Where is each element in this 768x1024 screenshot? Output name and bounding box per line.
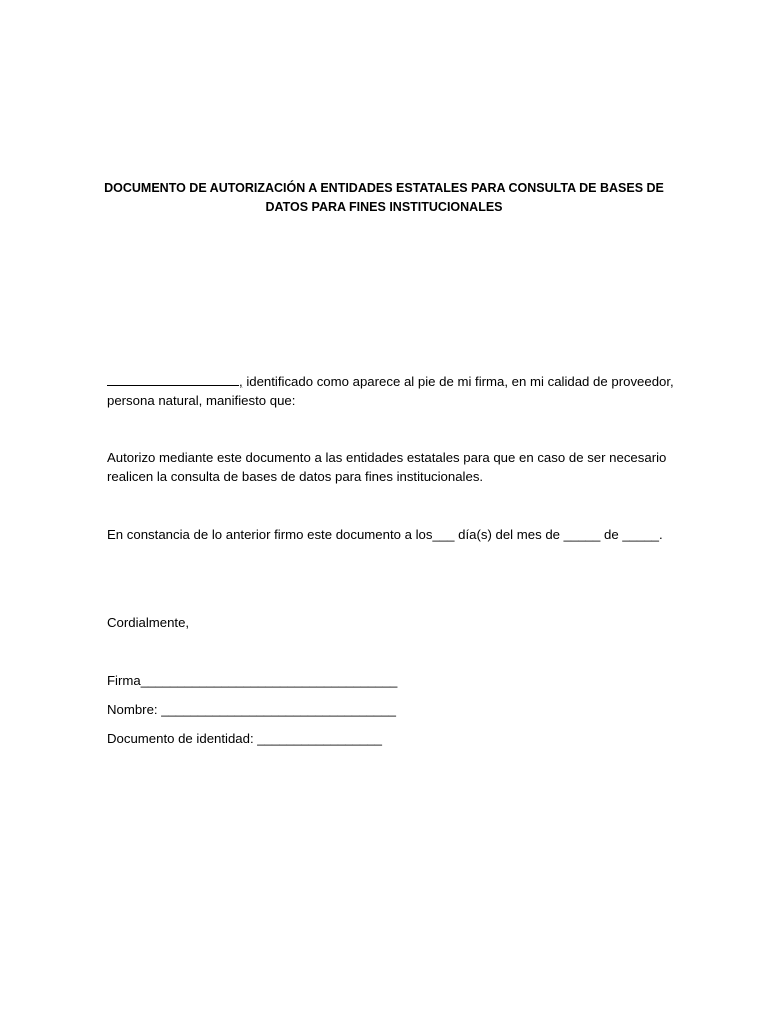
constancia-line: En constancia de lo anterior firmo este documento a los___ día(s) del mes de _____ de _____. — [107, 527, 663, 542]
intro-line-1-text: identificado como aparece al pie de mi firma, en mi calidad de proveedor, — [242, 374, 674, 389]
firma-line: Firma___________________________________ — [107, 673, 398, 688]
name-field — [107, 700, 687, 719]
name-blank — [107, 372, 239, 386]
constancia-paragraph — [107, 525, 687, 544]
intro-line-1 — [107, 372, 687, 391]
authorization-line-2: realicen la consulta de bases de datos para fines institucionales. — [107, 469, 484, 484]
document-title — [100, 179, 668, 217]
authorization-paragraph — [107, 448, 687, 486]
intro-line-2: persona natural, manifiesto que: — [107, 393, 296, 408]
id-document-field — [107, 729, 687, 748]
title-line-1: DOCUMENTO DE AUTORIZACIÓN A ENTIDADES ESTATALES PARA CONSULTA DE BASES DE — [104, 181, 664, 195]
intro-paragraph — [107, 372, 687, 410]
signature-field — [107, 671, 687, 690]
closing-text — [107, 613, 687, 632]
closing-line: Cordialmente, — [107, 615, 190, 630]
authorization-line-1: Autorizo mediante este documento a las entidades estatales para que en caso de ser necesario — [107, 450, 667, 465]
nombre-line: Nombre: ________________________________ — [107, 702, 396, 717]
documento-line: Documento de identidad: _________________ — [107, 731, 382, 746]
name-blank-comma: , — [239, 374, 243, 389]
title-line-2: DATOS PARA FINES INSTITUCIONALES — [265, 200, 503, 214]
